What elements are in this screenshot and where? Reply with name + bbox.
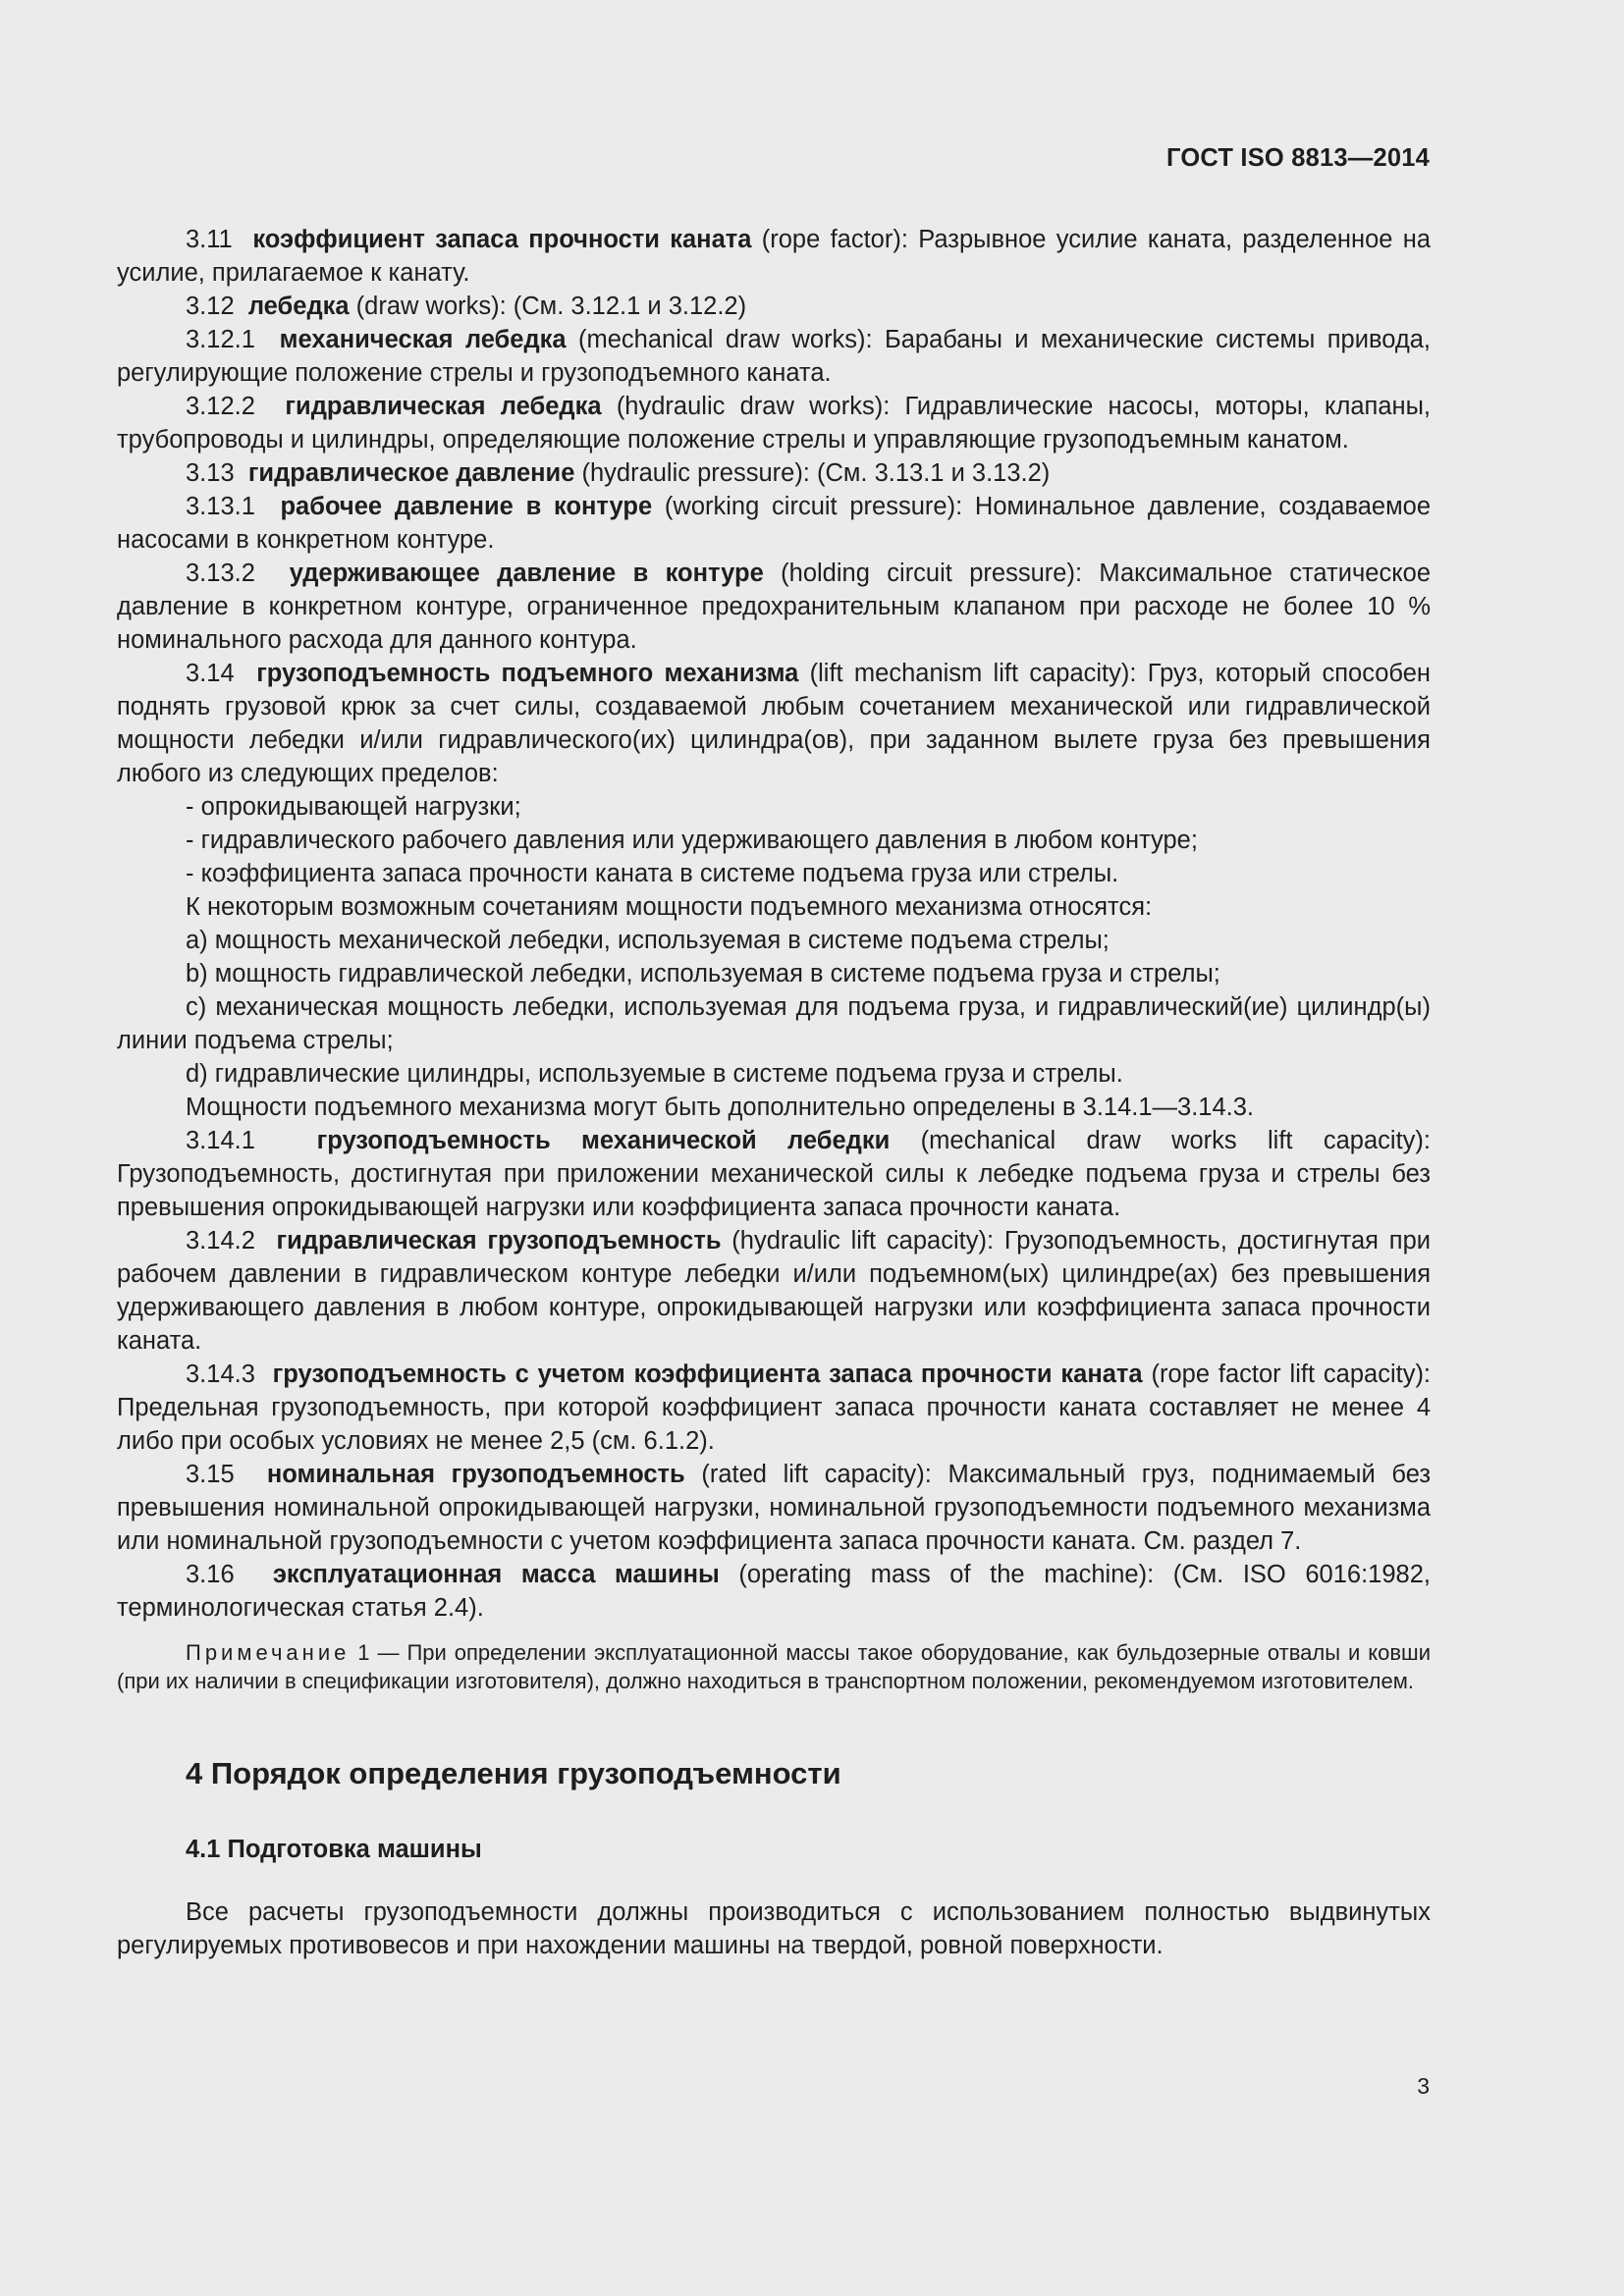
definition-3-13: 3.13 гидравлическое давление (hydraulic pressure): (См. 3.13.1 и 3.13.2) [186, 459, 1051, 487]
dash-item: - опрокидывающей нагрузки; [186, 793, 521, 821]
more-defined-text: Мощности подъемного механизма могут быть дополнительно определены в 3.14.1—3.14.3. [186, 1094, 1255, 1121]
combo-c: c) механическая мощность лебедки, используемая для подъема груза, и гидравлический(ие) цилиндр(ы) линии подъема стрелы; [117, 993, 1431, 1054]
definition-3-14-2: 3.14.2 гидравлическая грузоподъемность (hydraulic lift capacity): Грузоподъемность, достигнутая при рабочем давлении в гидравлическом контуре лебедки и/или подъемном(ых) цилиндре(ах) без превышения удерживающего давления в любом контуре, опрокидывающей нагрузки или коэффициента запаса прочности каната. [117, 1227, 1431, 1355]
definition-3-12-1: 3.12.1 механическая лебедка (mechanical draw works): Барабаны и механические системы привода, регулирующие положение стрелы и грузоподъемного каната. [117, 326, 1431, 387]
combo-b: b) мощность гидравлической лебедки, используемая в системе подъема груза и стрелы; [186, 960, 1220, 988]
definition-3-11: 3.11 коэффициент запаса прочности каната (rope factor): Разрывное усилие каната, разделенное на усилие, прилагаемое к канату. [117, 226, 1431, 287]
definition-3-13-1: 3.13.1 рабочее давление в контуре (working circuit pressure): Номинальное давление, создаваемое насосами в конкретном контуре. [117, 493, 1432, 554]
dash-item: - коэффициента запаса прочности каната в системе подъема груза или стрелы. [186, 860, 1119, 887]
page-content [117, 223, 1431, 1962]
combos-intro: К некоторым возможным сочетаниям мощности подъемного механизма относятся: [186, 893, 1153, 921]
definition-3-14-1: 3.14.1 грузоподъемность механической лебедки (mechanical draw works lift capacity): Грузоподъемность, достигнутая при приложении механической силы к лебедке подъема груза и стрелы без превышения опрокидывающей нагрузки или коэффициента запаса прочности каната. [117, 1127, 1431, 1221]
definition-3-13-2: 3.13.2 удерживающее давление в контуре (holding circuit pressure): Максимальное статическое давление в конкретном контуре, ограниченное предохранительным клапаном при расходе не более 10 % номинального расхода для данного контура. [117, 560, 1431, 654]
standard-code: ГОСТ ISO 8813—2014 [1166, 144, 1430, 172]
note-label: Примечание [186, 1640, 351, 1665]
combo-a: a) мощность механической лебедки, используемая в системе подъема стрелы; [186, 927, 1110, 954]
section-4-heading: 4 Порядок определения грузоподъемности [186, 1756, 841, 1790]
definition-3-12: 3.12 лебедка (draw works): (См. 3.12.1 и 3.12.2) [186, 293, 747, 320]
definition-3-12-2: 3.12.2 гидравлическая лебедка (hydraulic draw works): Гидравлические насосы, моторы, клапаны, трубопроводы и цилиндры, определяющие положение стрелы и управляющие грузоподъемным канатом. [117, 393, 1432, 454]
definition-3-16: 3.16 эксплуатационная масса машины (operating mass of the machine): (См. ISO 6016:1982, терминологическая статья 2.4). [117, 1561, 1431, 1622]
section-4-1-heading: 4.1 Подготовка машины [186, 1836, 482, 1863]
definition-3-14: 3.14 грузоподъемность подъемного механизма (lift mechanism lift capacity): Груз, который способен поднять грузовой крюк за счет силы, создаваемой любым сочетанием механической или гидравлической мощности лебедки и/или гидравлического(их) цилиндра(ов), при заданном вылете груза без превышения любого из следующих пределов: [117, 660, 1431, 787]
combo-d: d) гидравлические цилиндры, используемые в системе подъема груза и стрелы. [186, 1060, 1123, 1088]
page-number: 3 [1417, 2073, 1430, 2099]
section-4-1-text: Все расчеты грузоподъемности должны производиться с использованием полностью выдвинутых регулируемых противовесов и при нахождении машины на твердой, ровной поверхности. [117, 1898, 1431, 1959]
note-1: Примечание 1 — При определении эксплуатационной массы такое оборудование, как бульдозерные отвалы и ковши (при их наличии в спецификации изготовителя), должно находиться в транспортном положении, рекомендуемом изготовителем. [117, 1640, 1431, 1693]
dash-item: - гидравлического рабочего давления или удерживающего давления в любом контуре; [186, 827, 1198, 854]
definition-3-14-3: 3.14.3 грузоподъемность с учетом коэффициента запаса прочности каната (rope factor lift capacity): Предельная грузоподъемность, при которой коэффициент запаса прочности каната составляет не менее 4 либо при особых условиях не менее 2,5 (см. 6.1.2). [117, 1361, 1432, 1455]
definition-3-15: 3.15 номинальная грузоподъемность (rated lift capacity): Максимальный груз, поднимаемый без превышения номинальной опрокидывающей нагрузки, номинальной грузоподъемности подъемного механизма или номинальной грузоподъемности с учетом коэффициента запаса прочности каната. См. раздел 7. [117, 1461, 1432, 1555]
